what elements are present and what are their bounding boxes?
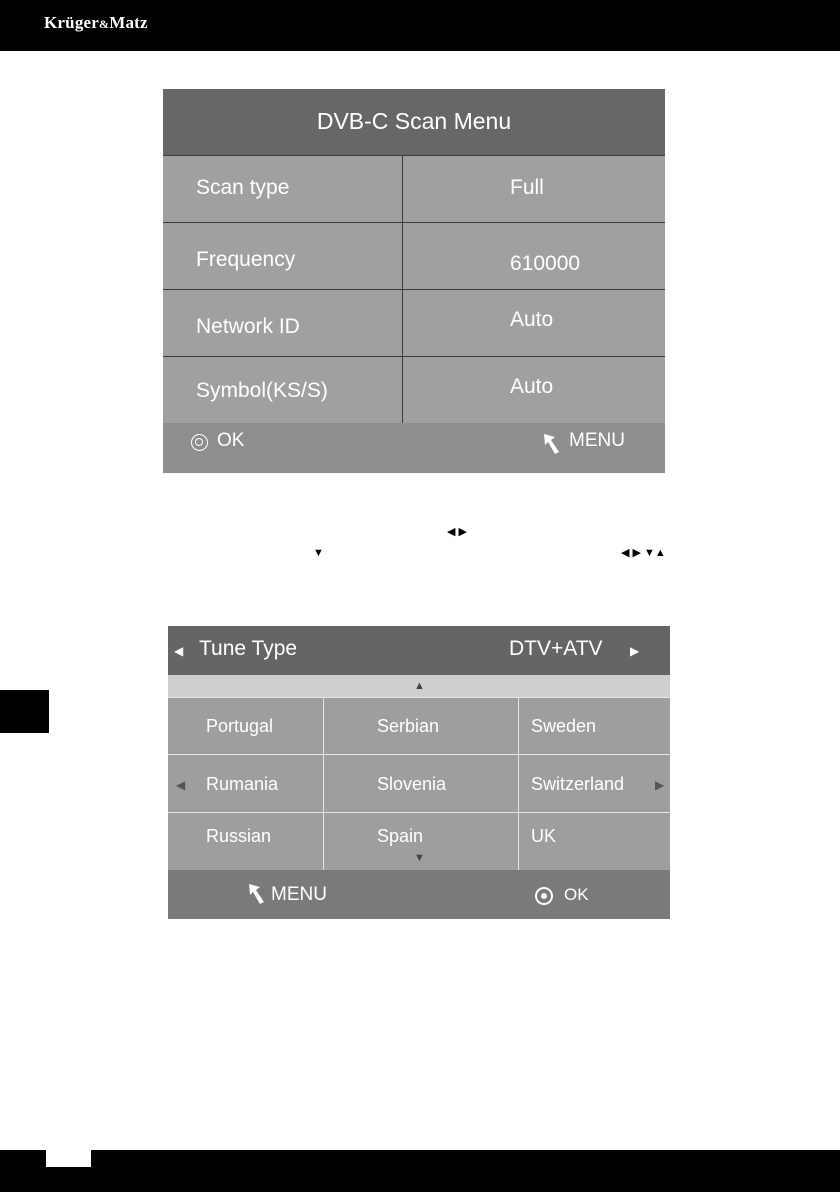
back-arrow-icon (542, 433, 562, 455)
ok-button[interactable]: OK (217, 430, 245, 451)
left-arrow-icon[interactable]: ◀ (174, 644, 184, 658)
menu-button[interactable]: MENU (569, 430, 625, 451)
country-option[interactable]: Spain (377, 826, 424, 846)
ok-icon (535, 887, 553, 905)
scan-row-label: Scan type (196, 176, 290, 199)
scroll-right-icon[interactable]: ▶ (655, 778, 665, 792)
down-arrow-icon: ▼ (313, 547, 324, 559)
scan-menu-title: DVB-C Scan Menu (163, 89, 665, 155)
tune-type-header[interactable] (168, 626, 670, 675)
scan-row-scan-type[interactable] (163, 156, 665, 223)
country-option[interactable]: Portugal (206, 716, 274, 736)
scan-row-value: 610000 (510, 252, 581, 275)
country-option[interactable]: Serbian (377, 716, 440, 736)
ok-icon (191, 434, 208, 451)
tune-menu-footer (168, 870, 670, 919)
right-arrow-icon[interactable]: ▶ (630, 644, 640, 658)
ok-button[interactable]: OK (564, 885, 589, 904)
navigation-arrows-icon: ◀ ▶ ▼▲ (621, 547, 666, 559)
scan-row-value: Full (510, 176, 544, 199)
down-arrow-icon[interactable]: ▼ (414, 852, 425, 864)
grid-line (323, 697, 324, 870)
side-tab (0, 690, 49, 733)
grid-line (168, 812, 670, 813)
scan-row-value: Auto (510, 308, 554, 331)
scan-row-value: Auto (510, 375, 554, 398)
scan-row-network-id[interactable] (163, 290, 665, 357)
grid-line (518, 697, 519, 870)
scroll-up-strip[interactable] (168, 675, 670, 697)
left-right-arrows-icon: ◀ ▶ (447, 526, 467, 538)
scan-row-label: Network ID (196, 315, 300, 338)
country-option[interactable]: UK (531, 826, 557, 846)
page-number-tab (46, 1150, 91, 1167)
country-option[interactable]: Russian (206, 826, 272, 846)
brand-logo: Krüger&Matz (44, 13, 148, 32)
grid-line (168, 697, 670, 698)
scan-row-label: Symbol(KS/S) (196, 379, 328, 402)
country-option[interactable]: Sweden (531, 716, 597, 736)
scan-menu-footer (163, 423, 665, 473)
scan-row-symbol[interactable] (163, 357, 665, 424)
bottom-bar (0, 1150, 840, 1192)
country-option[interactable]: Switzerland (531, 774, 625, 794)
country-option[interactable]: Rumania (206, 774, 279, 794)
scan-row-label: Frequency (196, 248, 296, 271)
up-arrow-icon: ▲ (414, 680, 425, 692)
tune-type-menu (168, 626, 670, 919)
menu-button[interactable]: MENU (271, 884, 327, 905)
top-bar (0, 0, 840, 51)
tune-type-label: Tune Type (199, 637, 298, 660)
scan-row-frequency[interactable] (163, 223, 665, 290)
back-arrow-icon (247, 883, 267, 905)
column-divider (402, 155, 403, 423)
country-option[interactable]: Slovenia (377, 774, 447, 794)
scan-settings-grid (163, 155, 665, 423)
scroll-left-icon[interactable]: ◀ (176, 778, 186, 792)
tune-type-value: DTV+ATV (509, 637, 603, 660)
dvbc-scan-menu (163, 89, 665, 473)
grid-line (168, 754, 670, 755)
